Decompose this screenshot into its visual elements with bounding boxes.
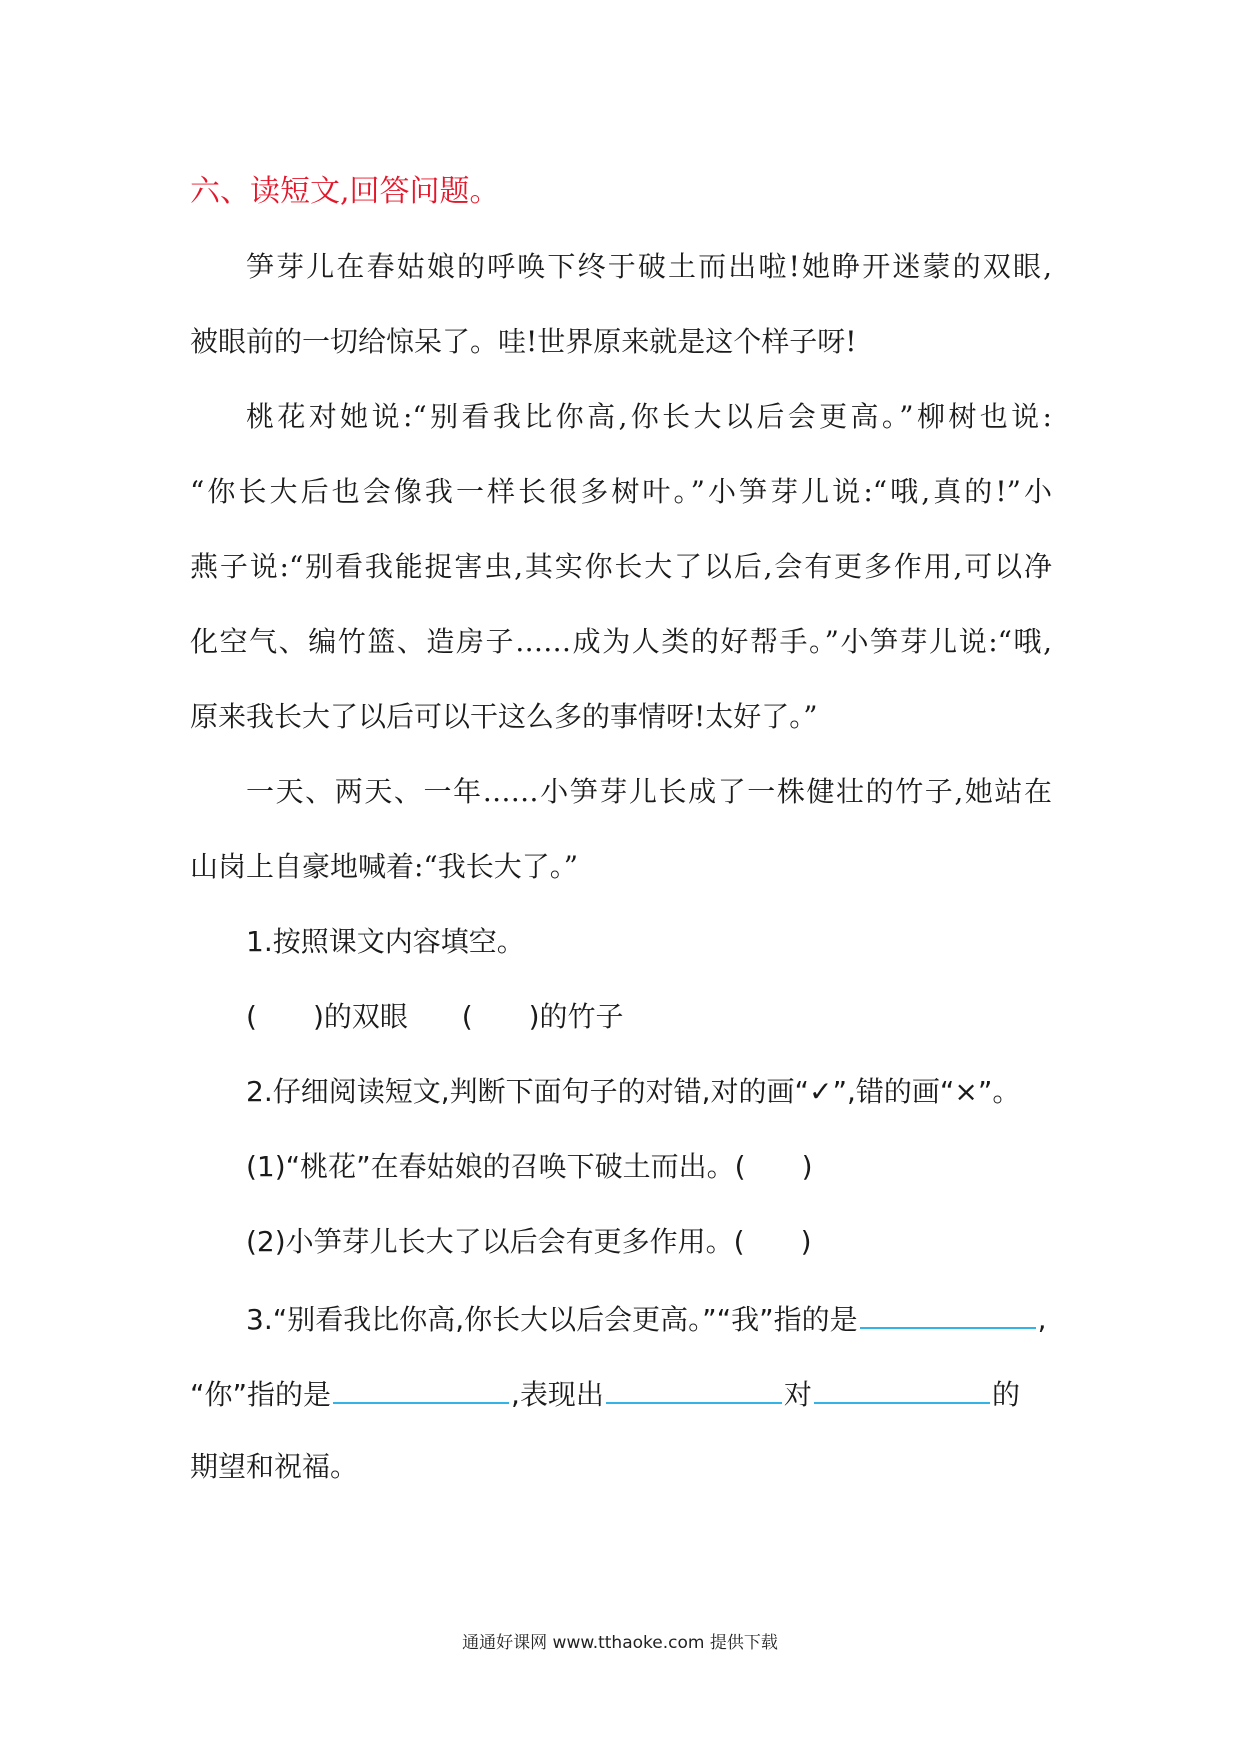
question-1-blanks — [246, 997, 624, 1037]
footer-credit: 通通好课网 www.tthaoke.com 提供下载 — [462, 1633, 778, 1653]
passage-line: “你长大后也会像我一样长很多树叶。”小笋芽儿说:“哦,真的!”小 — [190, 475, 1052, 508]
passage-line: 燕子说:“别看我能捉害虫,其实你长大了以后,会有更多作用,可以净 — [190, 550, 1052, 583]
question-2-item-2: (2)小笋芽儿长大了以后会有更多作用。( ) — [246, 1225, 812, 1258]
question-2-item-1: (1)“桃花”在春姑娘的召唤下破土而出。( ) — [246, 1150, 813, 1183]
section-title: 六、读短文,回答问题。 — [190, 174, 500, 209]
answer-line-3b[interactable] — [333, 1372, 509, 1404]
passage-line: 一天、两天、一年……小笋芽儿长成了一株健壮的竹子,她站在 — [246, 775, 1052, 808]
question-3-line-2: “你”指的是 ,表现出 对 的 — [190, 1372, 1020, 1415]
question-3-line-3: 期望和祝福。 — [190, 1450, 359, 1483]
passage-line: 笋芽儿在春姑娘的呼唤下终于破土而出啦!她睁开迷蒙的双眼, — [246, 250, 1052, 283]
paren-open: ( — [246, 1000, 257, 1033]
passage-line: 山岗上自豪地喊着:“我长大了。” — [190, 850, 579, 883]
passage-line: 化空气、编竹篮、造房子……成为人类的好帮手。”小笋芽儿说:“哦, — [190, 625, 1052, 658]
question-1-title: 1.按照课文内容填空。 — [246, 925, 525, 958]
passage-line: 原来我长大了以后可以干这么多的事情呀!太好了。” — [190, 700, 818, 733]
answer-line-3c[interactable] — [606, 1372, 782, 1404]
question-2-title: 2.仔细阅读短文,判断下面句子的对错,对的画“✓”,错的画“×”。 — [246, 1075, 1021, 1108]
blank-label-bamboo: )的竹子 — [528, 1000, 624, 1033]
answer-line-3a[interactable] — [860, 1297, 1036, 1329]
passage-line: 桃花对她说:“别看我比你高,你长大以后会更高。”柳树也说: — [246, 400, 1052, 433]
paren-open: ( — [461, 1000, 473, 1033]
answer-line-3d[interactable] — [814, 1372, 990, 1404]
question-3-line-1: 3.“别看我比你高,你长大以后会更高。”“我”指的是 , — [246, 1297, 1047, 1340]
passage-line: 被眼前的一切给惊呆了。哇!世界原来就是这个样子呀! — [190, 325, 857, 358]
blank-label-eyes: )的双眼 — [312, 1000, 408, 1033]
